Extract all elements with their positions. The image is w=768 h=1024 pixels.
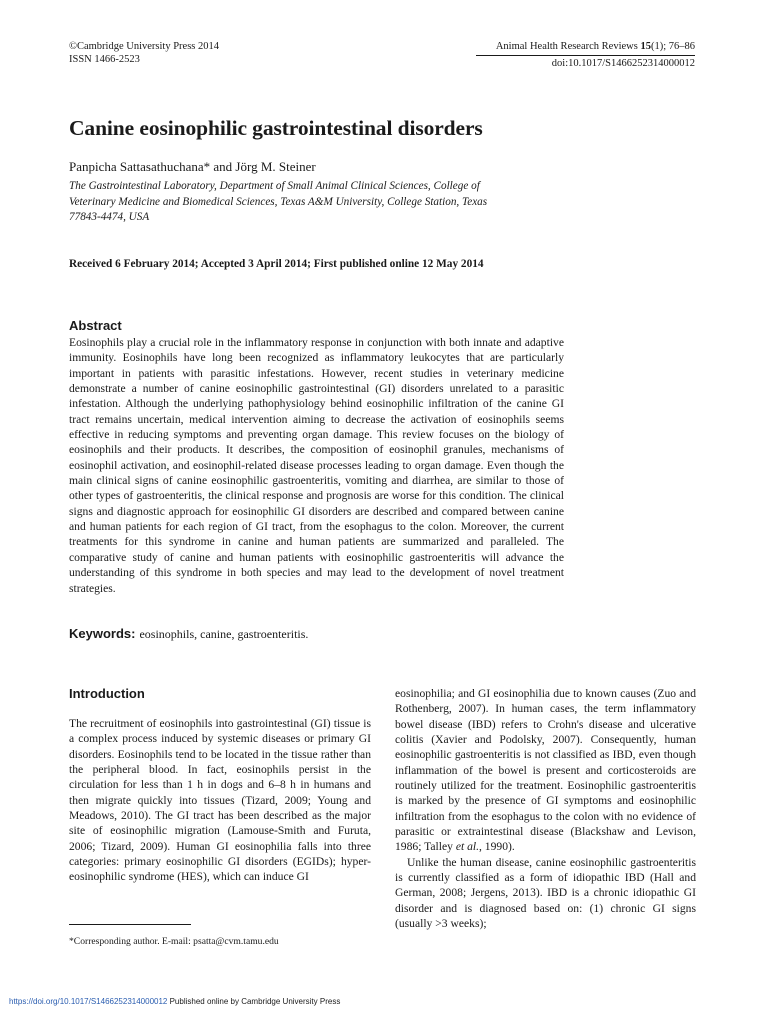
right-column	[395, 686, 696, 932]
keywords-label: Keywords:	[69, 626, 136, 641]
abstract-text: Eosinophils play a crucial role in the inflammatory response in conjunction with both innate and adaptive immunity. Eosinophils have long been recognized as inflammatory leukocytes that are particularly important in patients with parasitic infestations. However, recent studies in veterinary medicine demonstrate a number of canine eosinophilic gastrointestinal (GI) disorders unrelated to a parasitic infestation. Although the underlying pathophysiology behind eosinophilic infiltration of the canine GI tract remains uncertain, medical intervention aiming to decrease the activation of eosinophils seems effective in reducing symptoms and preventing organ damage. This review focuses on the biology of eosinophils and their products. It describes, the composition of eosinophil granules, mechanisms of eosinophil activation, and eosinophil-related disease processes leading to organ damage. Even though the main clinical signs of canine eosinophilic gastroenteritis, vomiting and diarrhea, are similar to those of other types of gastroenteritis, the clinical response and prognosis are worse for this condition. The clinical signs and diagnostic approach for eosinophilic GI disorders are described and compared between canine and human patients for each region of GI tract, from the esophagus to the colon. Moreover, the current treatments for this syndrome in canine and human patients are summarized and paralleled. The comparative study of canine and human patients with eosinophilic gastroenteritis will advance the understanding of this syndrome in both species and may lead to the development of novel treatment strategies.	[69, 336, 564, 595]
keywords-text: eosinophils, canine, gastroenteritis.	[139, 627, 309, 641]
paragraph: The recruitment of eosinophils into gastrointestinal (GI) tissue is a complex process induced by systemic diseases or primary GI disorders. Eosinophils tend to be located in the tissue rather than the peripheral blood. In fact, eosinophils persist in the circulation for less than 1 h in dogs and 6–8 h in humans and then migrate quickly into tissues (Tizard, 2009; Young and Meadows, 2010). The GI tract has been described as the major site of eosinophilic migration (Lamouse-Smith and Furuta, 2006; Tizard, 2009). Human GI eosinophilia falls into three categories: primary eosinophilic GI disorders (EGIDs); hyper-eosinophilic syndrome (HES), which can induce GI	[69, 717, 371, 884]
footnote-rule	[69, 924, 191, 925]
affiliation	[69, 179, 559, 226]
authors: Panpicha Sattasathuchana* and Jörg M. Steiner	[69, 159, 316, 174]
affiliation-line: Veterinary Medicine and Biomedical Sciences, Texas A&M University, College Station, Texas	[69, 195, 488, 208]
paragraph: eosinophilia; and GI eosinophilia due to known causes (Zuo and Rothenberg, 2007). In human cases, the term inflammatory bowel disease (IBD) refers to Crohn's disease and ulcerative colitis (Xavier and Podolsky, 2007). Consequently, human eosinophilic gastroenteritis is not classified as IBD, even though inflammation of the bowel is present and corticosteroids are routinely utilized for the treatment. Eosinophilic gastroenteritis is marked by the presence of GI symptoms and eosinophilic infiltration from the esophagus to the colon with no evidence of parasitic or extraintestinal disease (Blackshaw and Levison, 1986; Talley et al., 1990).	[395, 687, 696, 854]
article-title: Canine eosinophilic gastrointestinal disorders	[69, 116, 483, 140]
affiliation-line: The Gastrointestinal Laboratory, Department of Small Animal Clinical Sciences, College of	[69, 180, 480, 192]
affiliation-line: 77843-4474, USA	[69, 211, 150, 223]
copyright: ©Cambridge University Press 2014	[69, 41, 220, 52]
introduction-heading: Introduction	[69, 686, 145, 701]
received-dates: Received 6 February 2014; Accepted 3 April 2014; First published online 12 May 2014	[69, 258, 484, 270]
keywords	[69, 626, 308, 642]
journal-citation: Animal Health Research Reviews 15(1); 76–86	[495, 41, 695, 52]
issn: ISSN 1466-2523	[69, 54, 140, 65]
header-rule	[476, 55, 695, 56]
abstract-heading: Abstract	[69, 318, 122, 333]
published-online-text: Published online by Cambridge University Press	[167, 997, 341, 1006]
doi[interactable]: doi:10.1017/S1466252314000012	[551, 58, 695, 69]
bottom-attribution	[9, 997, 340, 1006]
footnote: *Corresponding author. E-mail: psatta@cvm.tamu.edu	[69, 936, 279, 947]
doi-link[interactable]: https://doi.org/10.1017/S1466252314000012	[9, 997, 168, 1006]
copyright-block	[69, 40, 219, 66]
paragraph: Unlike the human disease, canine eosinophilic gastroenteritis is currently classified as a form of idiopathic IBD (Hall and German, 2008; Jergens, 2013). IBD is a chronic idiopathic GI disorder and is diagnosed based on: (1) chronic GI signs (usually >3 weeks);	[395, 855, 696, 931]
left-column	[69, 716, 371, 885]
